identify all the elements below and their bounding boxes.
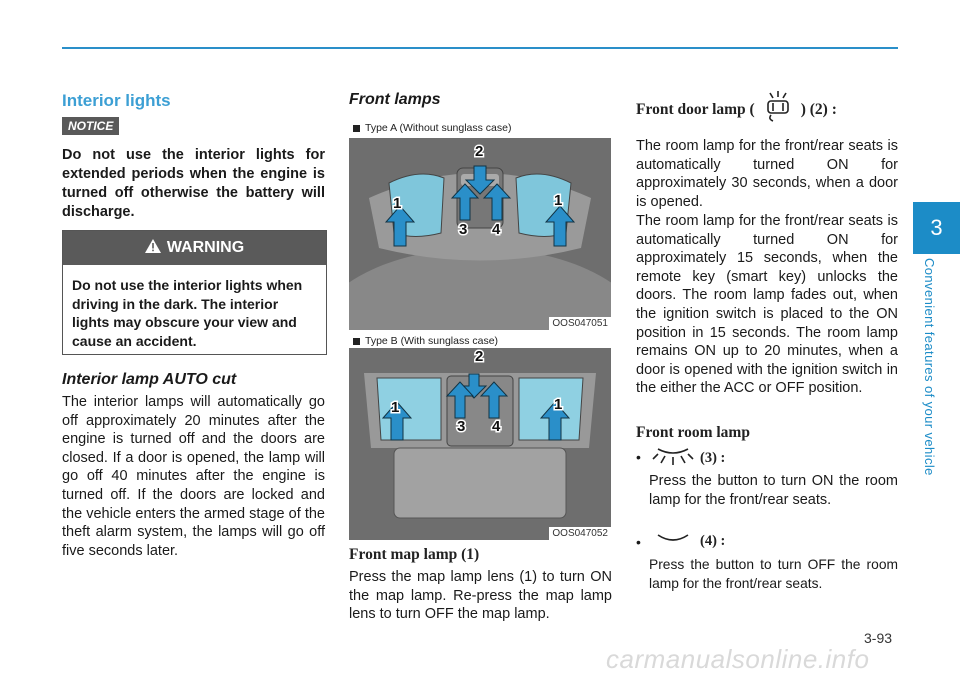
notice-text: Do not use the interior lights for extended periods when the engine is turned off otherwise the battery will discharge. [62, 147, 325, 220]
callout-2: 2 [475, 348, 484, 365]
chapter-tab: 3 [913, 202, 960, 254]
figure-b [349, 348, 611, 540]
door-lamp-p2: The room lamp for the front/rear seats is automatically turned ON for approximately 15 seconds, when the remote key (smart key) unlocks the doors. The room lamp fades out, when the ignition switch is placed to the ON position in 15 seconds. The room lamp remains ON up to 20 minutes, when a door is opened with the ignition switch in the either the ACC or OFF position. [636, 213, 898, 397]
overhead-console-a-illustration [349, 138, 611, 330]
page-number: 3-93 [864, 630, 893, 646]
warning-label: WARNING [166, 239, 245, 256]
figure-b-caption-text: Type B (With sunglass case) [365, 335, 499, 347]
door-lamp-title-post: ) (2) : [800, 101, 837, 118]
item3-text: Press the button to turn ON the room lamp for the front/rear seats. [649, 473, 898, 508]
callout-1-left: 1 [393, 195, 402, 212]
callout-3: 3 [459, 221, 468, 238]
figure-a-caption [353, 122, 512, 134]
door-lamp-p1: The room lamp for the front/rear seats is automatically turned ON for approximately 30 seconds, when a door is opened. [636, 138, 898, 210]
callout-1-right: 1 [554, 192, 563, 209]
item4-label: (4) : [700, 533, 726, 549]
callout-3: 3 [457, 418, 466, 435]
auto-cut-text: The interior lamps will automatically go off approximately 20 minutes after the engine is turned off and the doors are closed. If a door is opened, the lamp will go off 40 minutes after the engine is turned off. If the doors are locked and the vehicle enters the armed stage of the theft alarm system, the lamps will go off five seconds later. [62, 394, 325, 559]
door-lamp-title [636, 97, 837, 123]
figure-b-caption [353, 335, 498, 347]
callout-4: 4 [492, 418, 501, 435]
door-lamp-title-pre: Front door lamp ( [636, 101, 755, 118]
auto-cut-title: Interior lamp AUTO cut [62, 371, 237, 388]
map-lamp-title: Front map lamp (1) [349, 546, 480, 563]
warning-box [62, 230, 327, 355]
room-lamp-title: Front room lamp [636, 424, 750, 441]
figure-a-code: OOS047051 [549, 317, 611, 330]
watermark: carmanualsonline.info [606, 644, 870, 674]
door-lamp-icon [759, 89, 797, 123]
chapter-title: Convenient features of your vehicle [922, 258, 937, 476]
callout-2: 2 [475, 143, 484, 160]
warning-text: Do not use the interior lights when driving in the dark. The interior lights may obscure your view and cause an accident. [72, 277, 303, 349]
bullet-dot: • [636, 534, 641, 550]
callout-4: 4 [492, 221, 501, 238]
front-lamps-title: Front lamps [349, 91, 441, 108]
overhead-console-b-illustration [349, 348, 611, 540]
warning-header [63, 231, 326, 265]
item3-heading [652, 445, 725, 472]
item4-heading [652, 531, 725, 552]
section-title: Interior lights [62, 91, 171, 110]
notice-badge [62, 117, 119, 135]
warning-triangle-icon [145, 239, 161, 258]
header-rule [62, 47, 898, 49]
callout-1-left: 1 [391, 399, 400, 416]
map-lamp-text: Press the map lamp lens (1) to turn ON the map lamp. Re-press the map lamp lens to turn OFF the map lamp. [349, 569, 612, 623]
figure-a-caption-text: Type A (Without sunglass case) [365, 122, 512, 134]
item4-text: Press the button to turn OFF the room lamp for the front/rear seats. [649, 557, 898, 591]
room-lamp-off-icon [652, 531, 694, 552]
square-bullet-icon [353, 125, 360, 132]
callout-1-right: 1 [554, 396, 563, 413]
item3-label: (3) : [700, 450, 726, 466]
square-bullet-icon [353, 338, 360, 345]
room-lamp-on-icon [652, 445, 694, 472]
notice-label: NOTICE [62, 117, 119, 135]
figure-b-code: OOS047052 [549, 527, 611, 540]
figure-a [349, 138, 611, 330]
bullet-dot: • [636, 449, 641, 465]
